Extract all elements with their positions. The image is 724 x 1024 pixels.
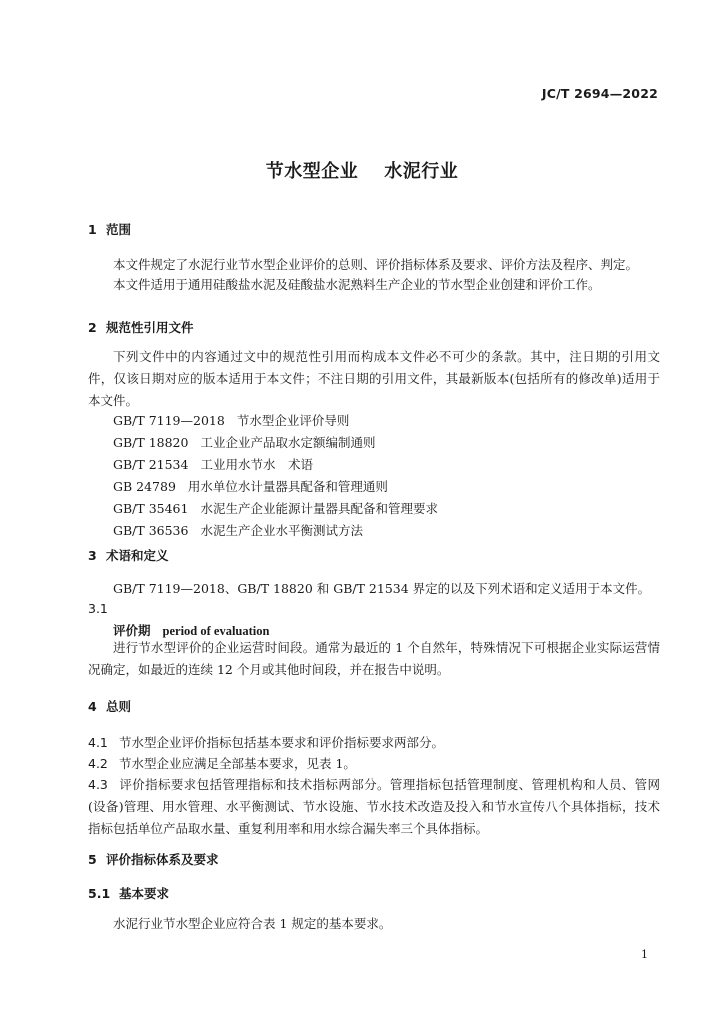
title-part-1: 节水型企业 bbox=[265, 161, 359, 182]
reference-item: GB/T 18820 工业企业产品取水定额编制通则 bbox=[113, 435, 376, 450]
section-5-heading: 5 评价指标体系及要求 bbox=[88, 852, 219, 867]
reference-item: GB/T 21534 工业用水节水 术语 bbox=[113, 457, 313, 472]
page-number: 1 bbox=[641, 948, 648, 961]
clause-number: 3.1 bbox=[88, 601, 108, 616]
section-1-heading: 1 范围 bbox=[88, 222, 132, 237]
reference-item: GB 24789 用水单位水计量器具配备和管理通则 bbox=[113, 479, 388, 494]
term-definition: 进行节水型评价的企业运营时间段。通常为最近的 1 个自然年，特殊情况下可根据企业实际运营情况确定，如最近的连续 12 个月或其他时间段，并在报告中说明。 bbox=[88, 640, 660, 677]
section-4-heading: 4 总则 bbox=[88, 699, 132, 714]
document-title bbox=[0, 157, 724, 183]
title-part-2: 水泥行业 bbox=[384, 161, 459, 182]
scope-line-1: 本文件规定了水泥行业节水型企业评价的总则、评价指标体系及要求、评价方法及程序、判定。 bbox=[113, 257, 639, 272]
standard-number: JC/T 2694—2022 bbox=[541, 86, 658, 101]
general-item: 4.3 评价指标要求包括管理指标和技术指标两部分。管理指标包括管理制度、管理机构和人员、管网(设备)管理、用水管理、水平衡测试、节水设施、节水技术改造及投入和节水宣传八个具体指标，技术指标包括单位产品取水量、重复利用率和用水综合漏失率三个具体指标。 bbox=[88, 777, 660, 836]
general-item: 4.1 节水型企业评价指标包括基本要求和评价指标要求两部分。 bbox=[88, 735, 445, 750]
section-3-heading: 3 术语和定义 bbox=[88, 548, 169, 563]
normative-references-intro: 下列文件中的内容通过文中的规范性引用而构成本文件必不可少的条款。其中，注日期的引用文件，仅该日期对应的版本适用于本文件；不注日期的引用文件，其最新版本(包括所有的修改单)适用于本文件。 bbox=[88, 349, 660, 408]
subsection-5-1-heading: 5.1 基本要求 bbox=[88, 886, 170, 901]
term-chinese: 评价期 bbox=[113, 623, 151, 638]
general-item: 4.2 节水型企业应满足全部基本要求，见表 1。 bbox=[88, 756, 356, 771]
reference-item: GB/T 7119—2018 节水型企业评价导则 bbox=[113, 413, 350, 428]
scope-line-2: 本文件适用于通用硅酸盐水泥及硅酸盐水泥熟料生产企业的节水型企业创建和评价工作。 bbox=[113, 277, 601, 292]
section-2-heading: 2 规范性引用文件 bbox=[88, 320, 194, 335]
reference-item: GB/T 36536 水泥生产企业水平衡测试方法 bbox=[113, 523, 363, 538]
terms-intro: GB/T 7119—2018、GB/T 18820 和 GB/T 21534 界定的以及下列术语和定义适用于本文件。 bbox=[113, 581, 651, 596]
basic-requirements-text: 水泥行业节水型企业应符合表 1 规定的基本要求。 bbox=[113, 916, 392, 931]
term-english: period of evaluation bbox=[162, 624, 270, 638]
reference-item: GB/T 35461 水泥生产企业能源计量器具配备和管理要求 bbox=[113, 501, 438, 516]
